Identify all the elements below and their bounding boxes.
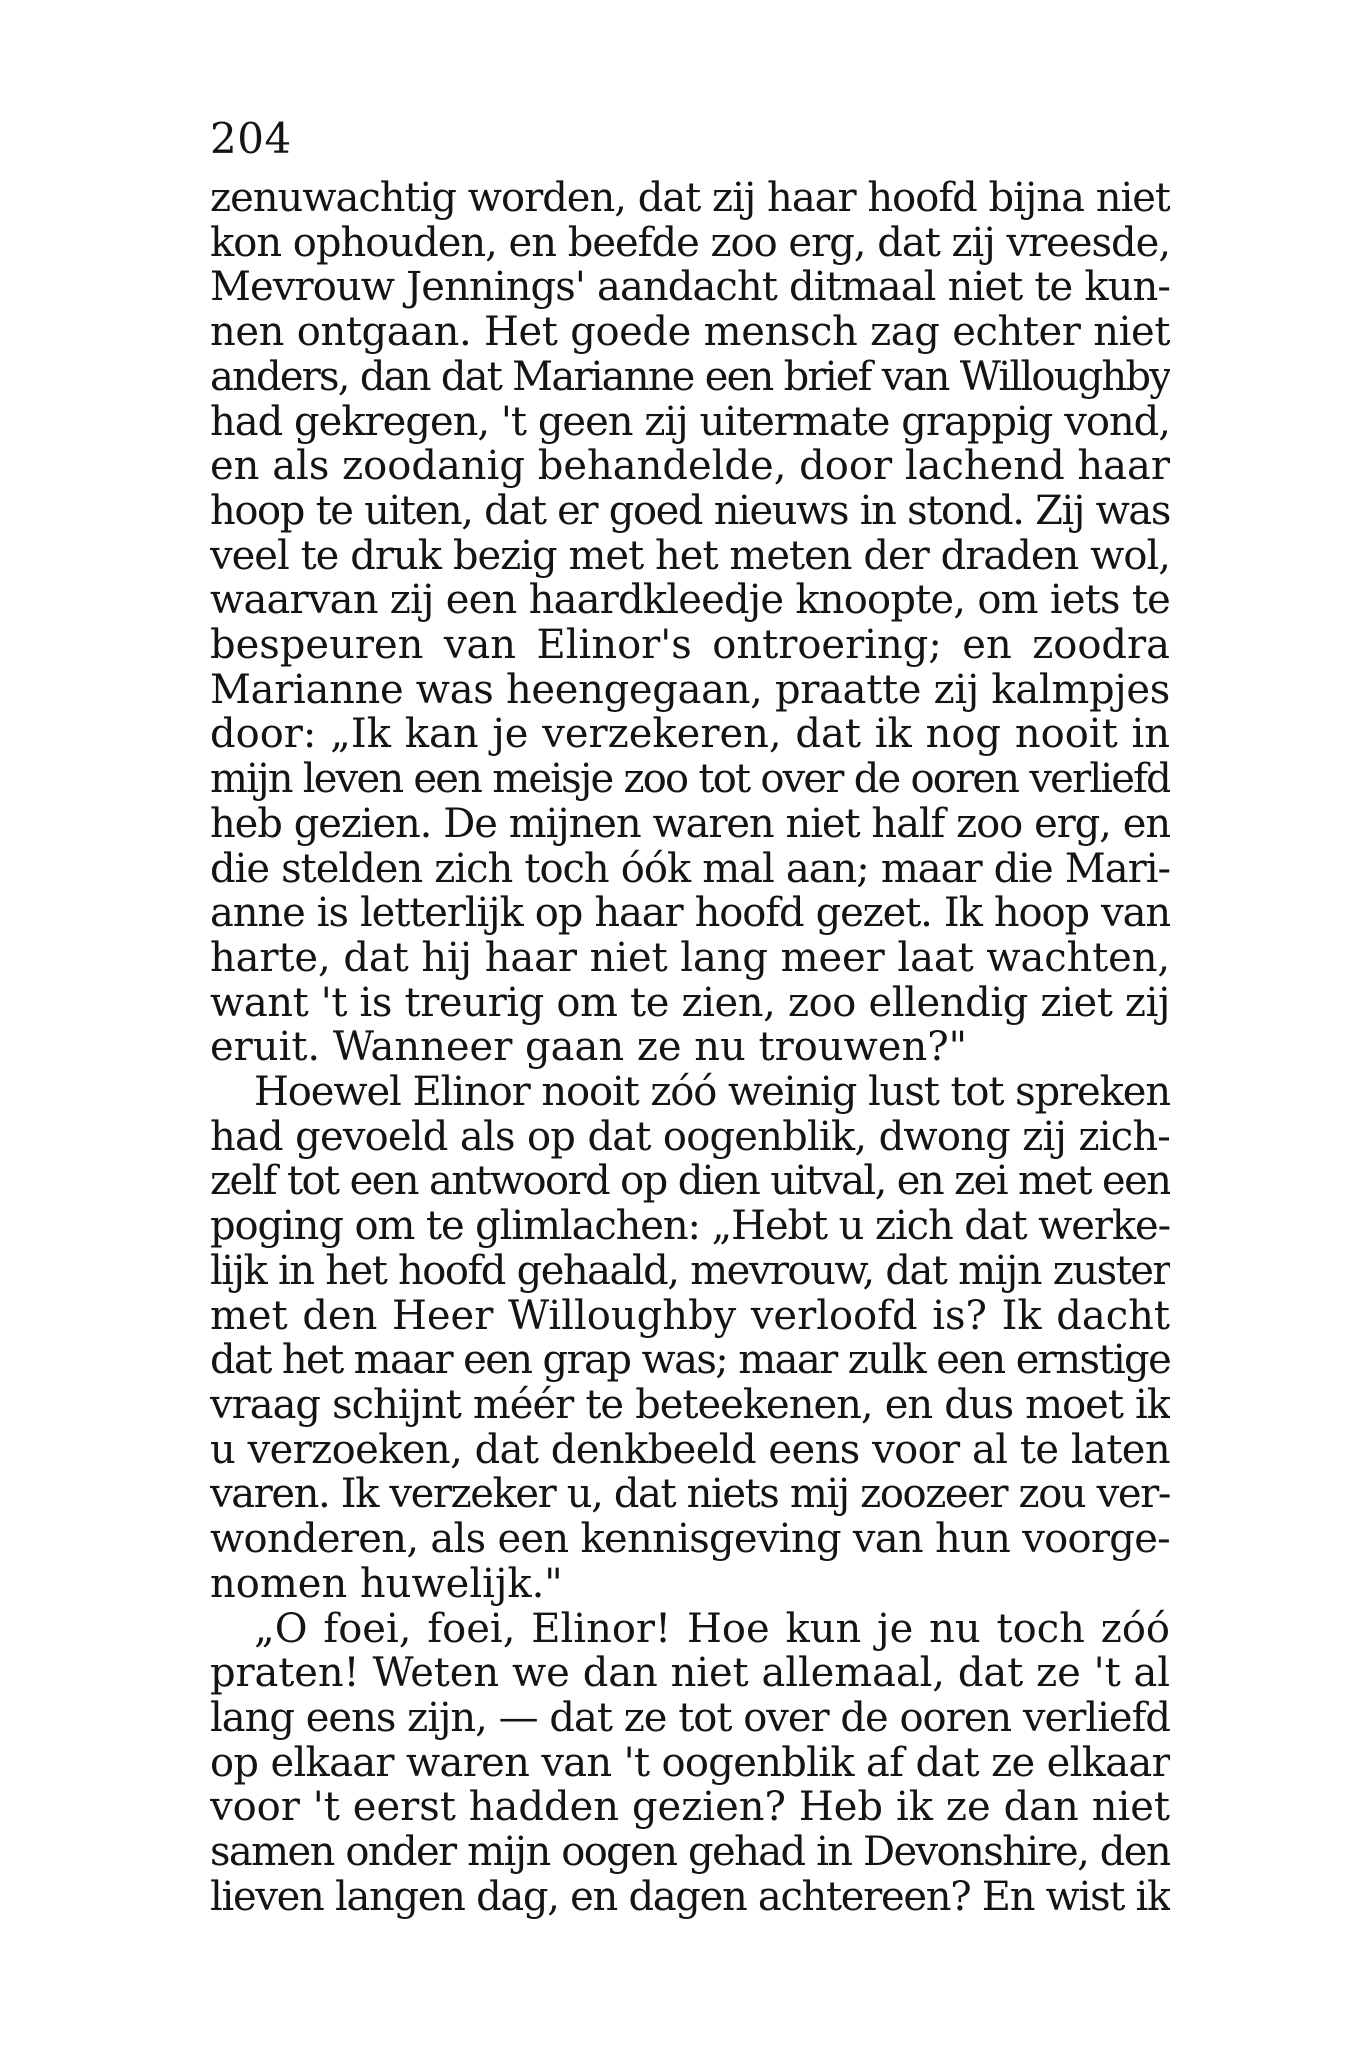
text-line: Hoewel Elinor nooit zóó weinig lust tot spreken bbox=[254, 1070, 1170, 1115]
text-line: want 't is treurig om te zien, zoo ellendig ziet zij bbox=[210, 980, 1170, 1026]
text-line: dat het maar een grap was; maar zulk een ernstige bbox=[210, 1338, 1170, 1383]
text-line: poging om te glimlachen: „Hebt u zich dat werke- bbox=[210, 1204, 1170, 1249]
text-line: heb gezien. De mijnen waren niet half zoo erg, en bbox=[210, 801, 1170, 847]
text-line: samen onder mijn oogen gehad in Devonshire, den bbox=[210, 1830, 1170, 1875]
text-line: mijn leven een meisje zoo tot over de ooren verliefd bbox=[210, 757, 1170, 802]
text-line: waarvan zij een haardkleedje knoopte, om iets te bbox=[210, 578, 1170, 624]
text-line: nen ontgaan. Het goede mensch zag echter niet bbox=[210, 310, 1170, 355]
text-line: vraag schijnt méér te beteekenen, en dus moet ik bbox=[210, 1382, 1170, 1428]
text-line: door: „Ik kan je verzekeren, dat ik nog nooit in bbox=[210, 712, 1170, 758]
text-line: bespeuren van Elinor's ontroering; en zoodra bbox=[210, 623, 1170, 668]
text-line: Marianne was heengegaan, praatte zij kalmpjes bbox=[210, 667, 1170, 713]
text-line: die stelden zich toch óók mal aan; maar die Mari- bbox=[210, 846, 1170, 892]
text-line: Mevrouw Jennings' aandacht ditmaal niet te kun- bbox=[210, 265, 1170, 311]
text-line: zenuwachtig worden, dat zij haar hoofd bijna niet bbox=[210, 176, 1170, 221]
text-line: kon ophouden, en beefde zoo erg, dat zij vreesde, bbox=[210, 220, 1170, 266]
text-line: op elkaar waren van 't oogenblik af dat ze elkaar bbox=[210, 1740, 1170, 1786]
text-line: anders, dan dat Marianne een brief van Willoughby bbox=[210, 354, 1170, 400]
text-line: voor 't eerst hadden gezien? Heb ik ze dan niet bbox=[210, 1785, 1170, 1831]
text-line: met den Heer Willoughby verloofd is? Ik dacht bbox=[210, 1293, 1170, 1339]
text-line: eruit. Wanneer gaan ze nu trouwen?" bbox=[210, 1025, 968, 1071]
text-line: varen. Ik verzeker u, dat niets mij zoozeer zou ver- bbox=[210, 1472, 1170, 1518]
text-line: lang eens zijn, — dat ze tot over de ooren verliefd bbox=[210, 1695, 1170, 1741]
text-line: hoop te uiten, dat er goed nieuws in stond. Zij was bbox=[210, 488, 1170, 534]
text-line: lieven langen dag, en dagen achtereen? En wist ik bbox=[210, 1874, 1170, 1920]
text-line: veel te druk bezig met het meten der draden wol, bbox=[210, 533, 1170, 579]
text-line: u verzoeken, dat denkbeeld eens voor al te laten bbox=[210, 1427, 1170, 1473]
text-line: zelf tot een antwoord op dien uitval, en zei met een bbox=[210, 1159, 1170, 1205]
text-line: wonderen, als een kennisgeving van hun voorge- bbox=[210, 1517, 1170, 1562]
page-number: 204 bbox=[210, 114, 292, 163]
body-text bbox=[210, 176, 1170, 1919]
text-line: harte, dat hij haar niet lang meer laat wachten, bbox=[210, 935, 1170, 981]
text-line: had gekregen, 't geen zij uitermate grappig vond, bbox=[210, 399, 1170, 445]
text-line: praten! Weten we dan niet allemaal, dat ze 't al bbox=[210, 1651, 1170, 1696]
text-line: „O foei, foei, Elinor! Hoe kun je nu toch zóó bbox=[254, 1606, 1170, 1652]
text-line: lijk in het hoofd gehaald, mevrouw, dat mijn zuster bbox=[210, 1248, 1170, 1294]
text-line: anne is letterlijk op haar hoofd gezet. Ik hoop van bbox=[210, 891, 1170, 936]
text-line: en als zoodanig behandelde, door lachend haar bbox=[210, 444, 1170, 489]
text-line: had gevoeld als op dat oogenblik, dwong zij zich- bbox=[210, 1114, 1170, 1160]
text-line: nomen huwelijk." bbox=[210, 1561, 563, 1607]
